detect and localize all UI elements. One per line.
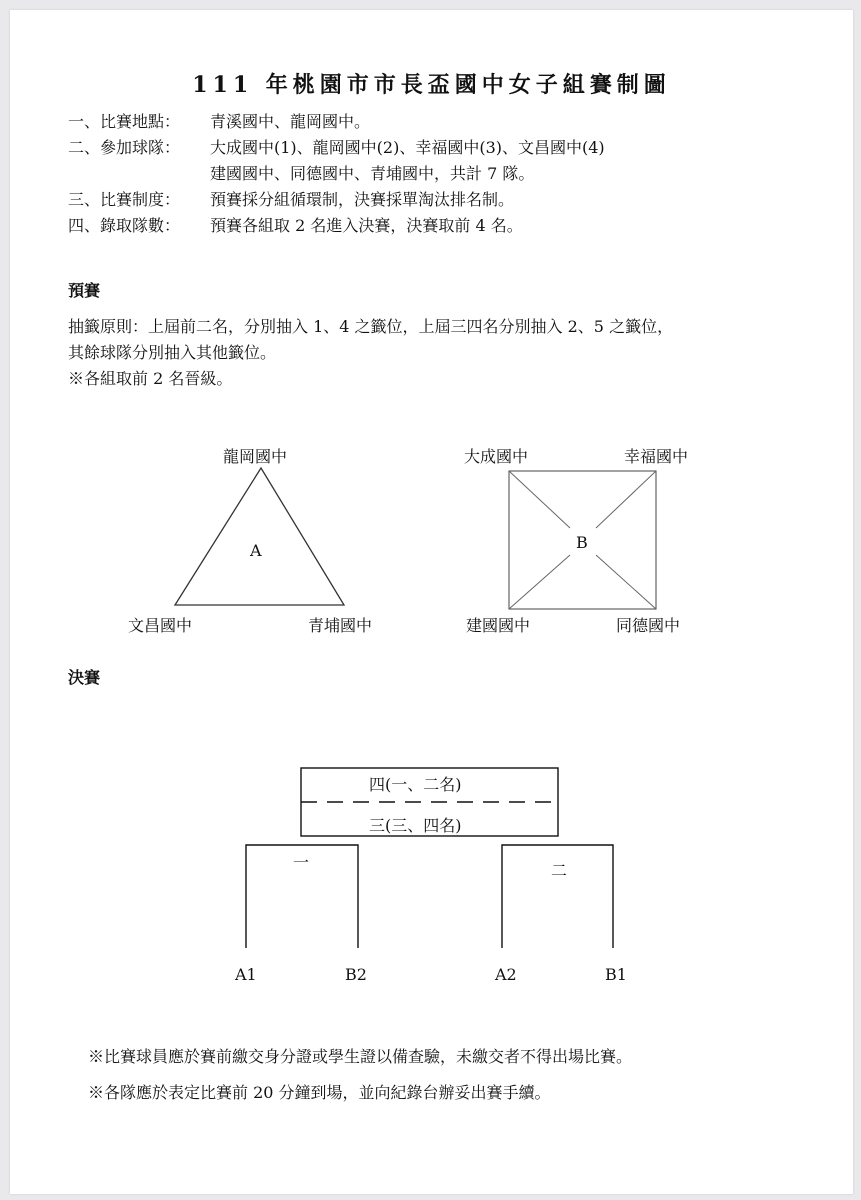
info-text: 預賽採分組循環制，決賽採單淘汰排名制。 bbox=[210, 190, 515, 209]
info-label: 四、錄取隊數： bbox=[68, 216, 181, 235]
group-b-diagonal bbox=[596, 471, 656, 528]
info-text: 預賽各組取 2 名進入決賽，決賽取前 4 名。 bbox=[210, 216, 523, 235]
team-bottom-left-group-b: 建國國中 bbox=[466, 616, 531, 635]
info-label: 二、參加球隊： bbox=[68, 138, 181, 157]
slot-label: B1 bbox=[605, 965, 627, 984]
championship-match-label: 四(一、二名) bbox=[369, 775, 462, 794]
group-a-label: A bbox=[250, 541, 262, 560]
page-title: 111 年桃園市市長盃國中女子組賽制圖 bbox=[192, 72, 671, 98]
info-text: 青溪國中、龍岡國中。 bbox=[210, 112, 371, 131]
team-bottom-left-group-a: 文昌國中 bbox=[128, 616, 193, 635]
draw-rule-line1: 抽籤原則：上屆前二名，分別抽入 1、4 之籤位，上屆三四名分別抽入 2、5 之籤位， bbox=[68, 317, 674, 336]
diagram-lines bbox=[10, 10, 853, 1194]
note-id-check: ※比賽球員應於賽前繳交身分證或學生證以備查驗，未繳交者不得出場比賽。 bbox=[88, 1047, 633, 1066]
slot-label: A1 bbox=[235, 965, 257, 984]
semifinal-two-label: 二 bbox=[551, 861, 568, 880]
info-label: 一、比賽地點： bbox=[68, 112, 181, 131]
third-place-match-label: 三(三、四名) bbox=[369, 816, 462, 835]
group-b-diagonal bbox=[596, 555, 656, 609]
draw-rule-line2: 其餘球隊分別抽入其他籤位。 bbox=[68, 343, 277, 362]
team-bottom-right-group-a: 青埔國中 bbox=[308, 616, 373, 635]
final-heading: 決賽 bbox=[68, 668, 101, 687]
team-top-right-group-b: 幸福國中 bbox=[624, 447, 689, 466]
team-bottom-right-group-b: 同德國中 bbox=[616, 616, 681, 635]
slot-label: A2 bbox=[495, 965, 517, 984]
slot-label: B2 bbox=[345, 965, 367, 984]
info-text: 建國國中、同德國中、青埔國中，共計 7 隊。 bbox=[210, 164, 535, 183]
info-text: 大成國中(1)、龍岡國中(2)、幸福國中(3)、文昌國中(4) bbox=[210, 138, 605, 157]
group-b-diagonal bbox=[509, 471, 570, 528]
info-label: 三、比賽制度： bbox=[68, 190, 181, 209]
semifinal-one-label: 一 bbox=[293, 853, 310, 872]
group-b-label: B bbox=[576, 533, 588, 552]
note-arrival: ※各隊應於表定比賽前 20 分鐘到場，並向紀錄台辦妥出賽手續。 bbox=[88, 1083, 551, 1102]
team-top-group-a: 龍岡國中 bbox=[223, 447, 288, 466]
team-top-left-group-b: 大成國中 bbox=[464, 447, 529, 466]
advance-note: ※各組取前 2 名晉級。 bbox=[68, 369, 233, 388]
group-b-diagonal bbox=[509, 555, 570, 609]
group-a-triangle bbox=[175, 468, 344, 605]
prelim-heading: 預賽 bbox=[68, 281, 101, 300]
document-page bbox=[10, 10, 853, 1194]
